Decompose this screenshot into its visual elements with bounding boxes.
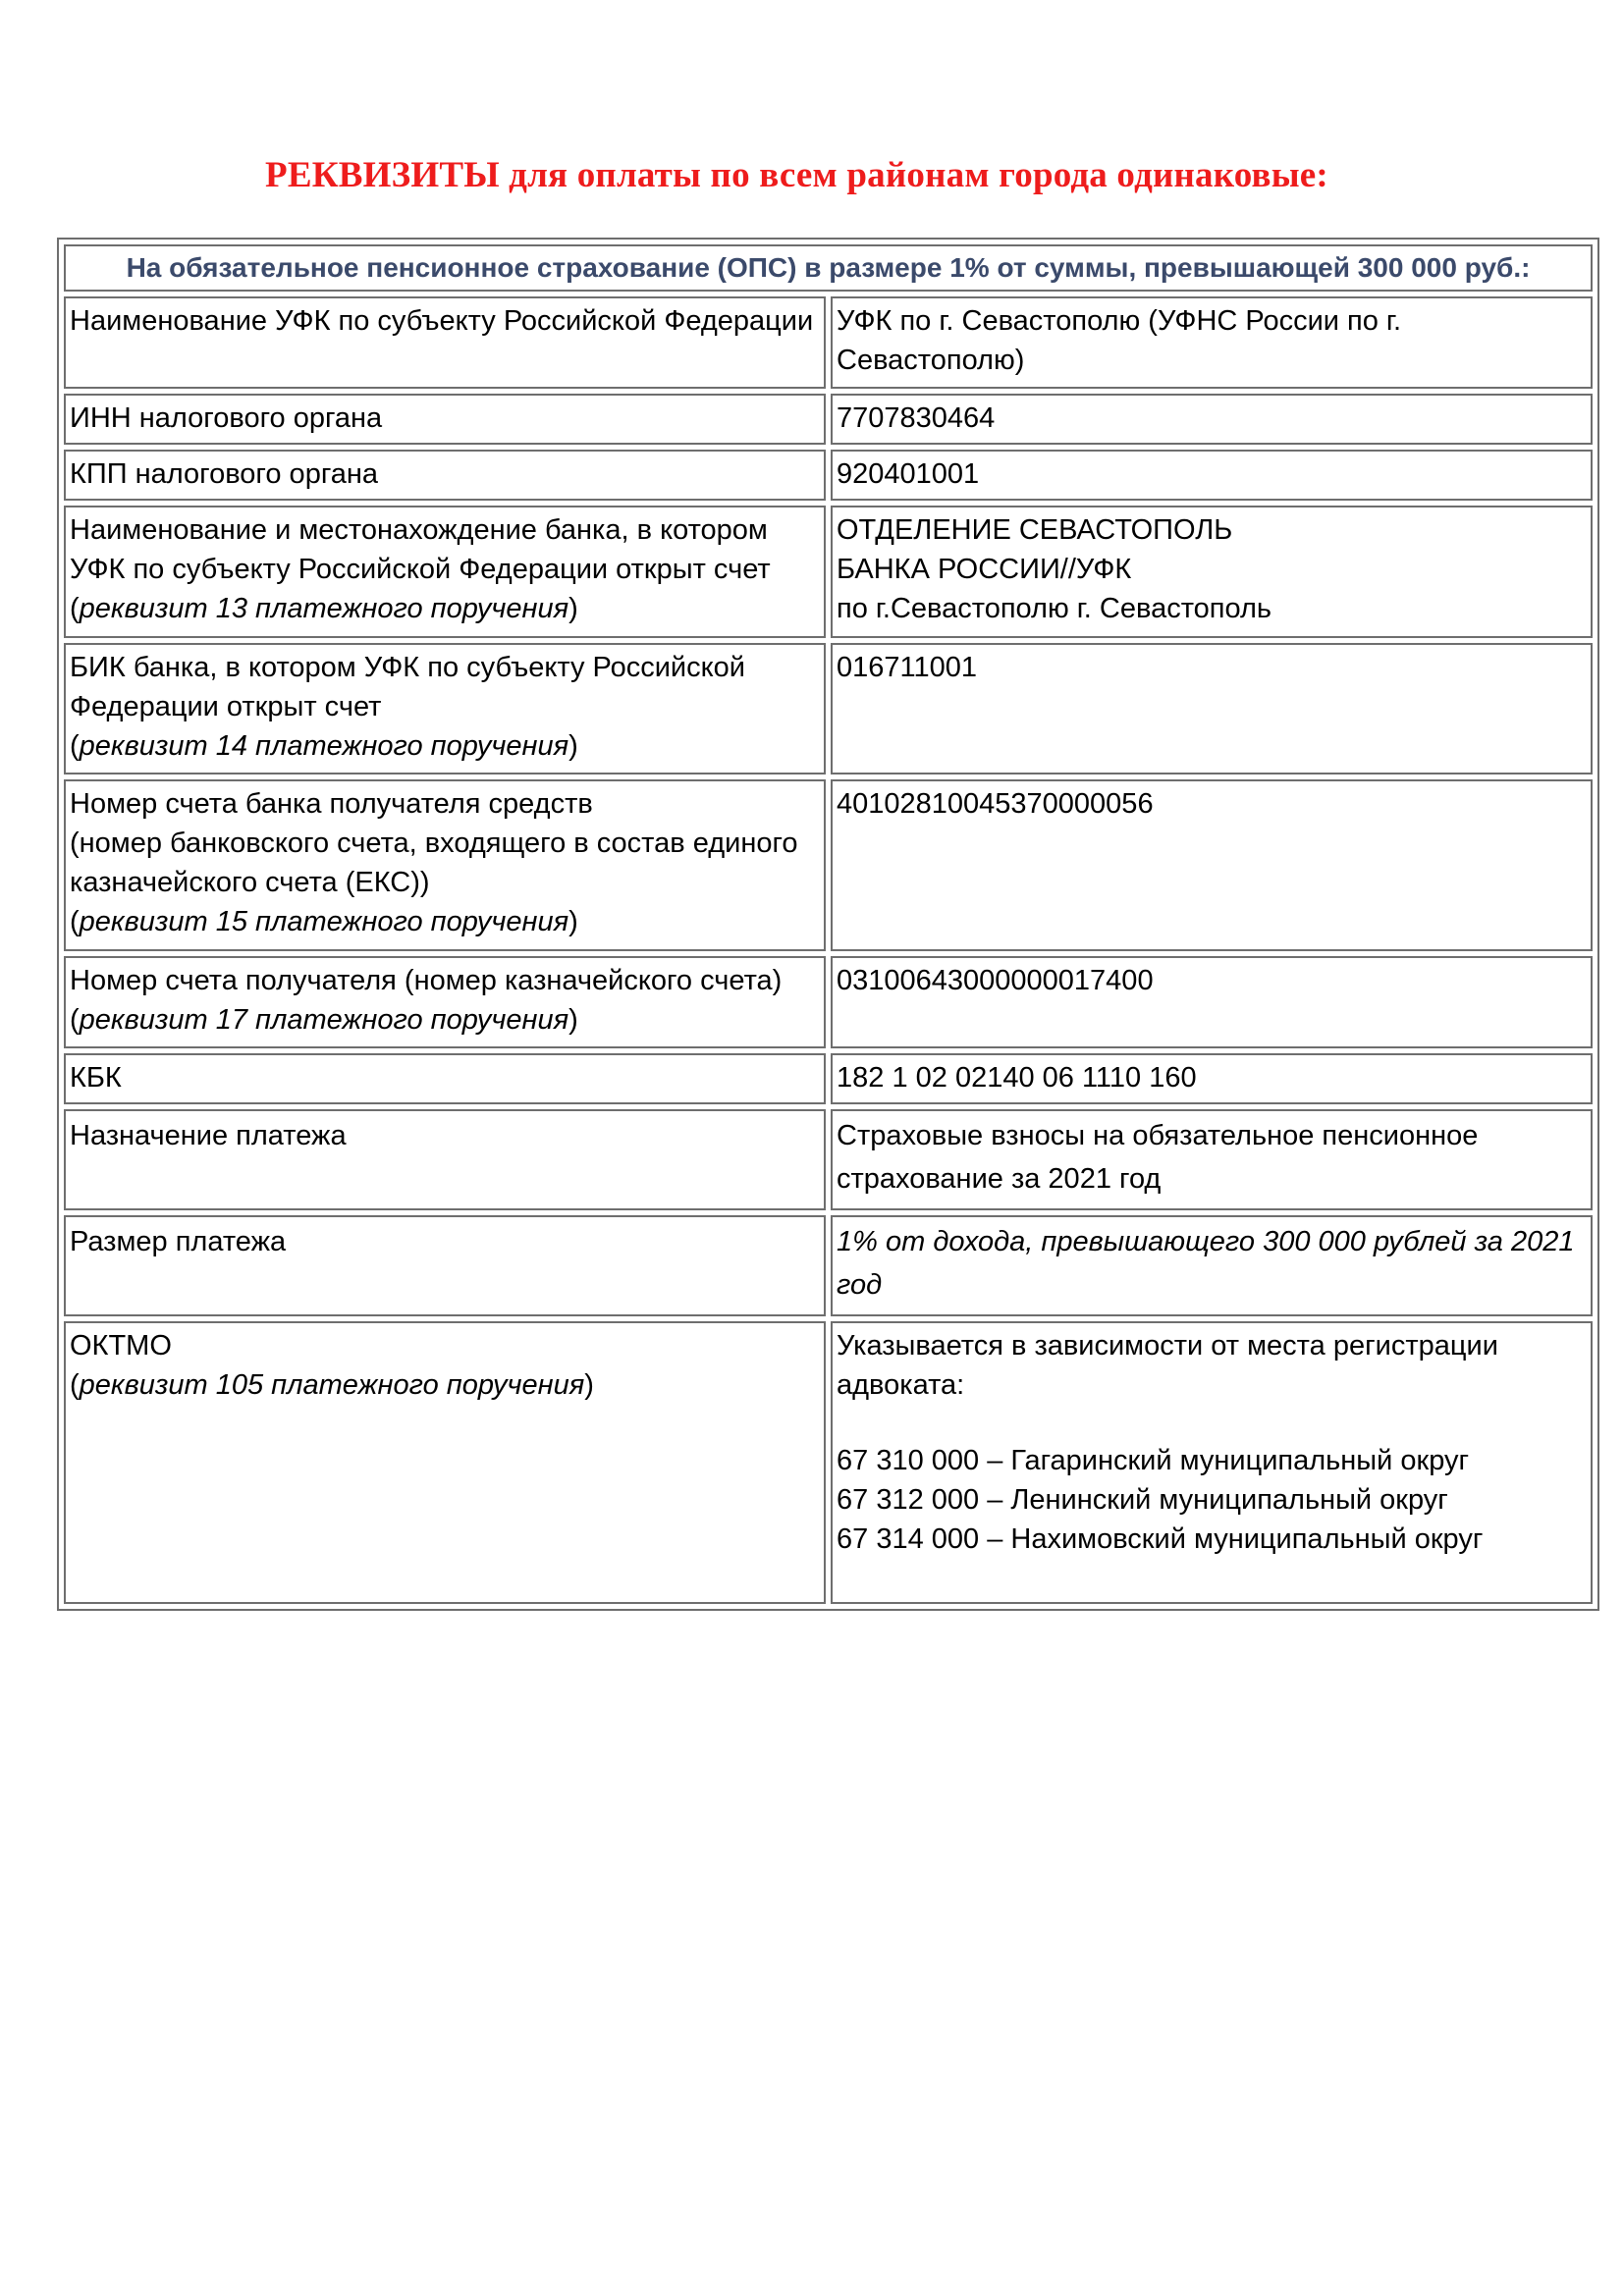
row-value-purpose: Страховые взносы на обязательное пенсионное страхование за 2021 год: [831, 1109, 1593, 1210]
bank-value-line: по г.Севастополю г. Севастополь: [837, 593, 1272, 624]
oktmo-district: 67 310 000 – Гагаринский муниципальный округ: [837, 1445, 1470, 1476]
row-label-purpose: Назначение платежа: [64, 1109, 826, 1210]
table-row: [64, 1109, 1593, 1210]
table-row: [64, 1215, 1593, 1316]
row-value-kbk: 182 1 02 02140 06 1110 160: [831, 1053, 1593, 1104]
oktmo-label-text: ОКТМО: [70, 1330, 172, 1362]
row-label-bank: [64, 506, 826, 638]
oktmo-note: (реквизит 105 платежного поручения): [70, 1369, 594, 1401]
table-row: [64, 506, 1593, 638]
recipient-account-note-text: реквизит 17 платежного поручения: [79, 1004, 569, 1036]
table-row: [64, 1321, 1593, 1604]
page-title: [0, 154, 1623, 196]
bank-value-line: ОТДЕЛЕНИЕ СЕВАСТОПОЛЬ: [837, 514, 1233, 546]
recipient-account-label-text: Номер счета получателя (номер казначейского счета): [70, 965, 783, 996]
account-note-text: реквизит 15 платежного поручения: [79, 906, 569, 937]
table-row: [64, 394, 1593, 445]
account-note: (реквизит 15 платежного поручения): [70, 906, 578, 937]
table-row: [64, 643, 1593, 774]
row-label-recipient-account: [64, 956, 826, 1048]
row-label-inn: ИНН налогового органа: [64, 394, 826, 445]
row-value-kpp: 920401001: [831, 450, 1593, 501]
title-rest: для оплаты по всем районам города одинаковые:: [499, 155, 1328, 195]
row-label-oktmo: [64, 1321, 826, 1604]
row-value-ufk: УФК по г. Севастополю (УФНС России по г. Севастополю): [831, 296, 1593, 389]
oktmo-note-text: реквизит 105 платежного поручения: [79, 1369, 585, 1401]
oktmo-district: 67 312 000 – Ленинский муниципальный округ: [837, 1484, 1448, 1516]
row-value-bik: 016711001: [831, 643, 1593, 774]
row-value-bank: [831, 506, 1593, 638]
row-value-account: 40102810045370000056: [831, 779, 1593, 951]
bank-note: (реквизит 13 платежного поручения): [70, 593, 578, 624]
row-value-amount: 1% от дохода, превышающего 300 000 рублей за 2021 год: [831, 1215, 1593, 1316]
row-value-recipient-account: 03100643000000017400: [831, 956, 1593, 1048]
row-label-bik: [64, 643, 826, 774]
account-label-sub: (номер банковского счета, входящего в состав единого казначейского счета (ЕКС)): [70, 828, 798, 898]
bik-note-text: реквизит 14 платежного поручения: [79, 730, 569, 762]
oktmo-spacer: [837, 1405, 1589, 1441]
row-label-account: [64, 779, 826, 951]
row-label-ufk: Наименование УФК по субъекту Российской Федерации: [64, 296, 826, 389]
row-label-amount: Размер платежа: [64, 1215, 826, 1316]
row-label-kpp: КПП налогового органа: [64, 450, 826, 501]
table-header-row: [64, 244, 1593, 292]
bik-note: (реквизит 14 платежного поручения): [70, 730, 578, 762]
bank-note-text: реквизит 13 платежного поручения: [79, 593, 569, 624]
table-row: [64, 779, 1593, 951]
table-header: На обязательное пенсионное страхование (ОПС) в размере 1% от суммы, превышающей 300 000 руб.:: [64, 244, 1593, 292]
recipient-account-note: (реквизит 17 платежного поручения): [70, 1004, 578, 1036]
account-label-text: Номер счета банка получателя средств: [70, 788, 593, 820]
bik-label-text: БИК банка, в котором УФК по субъекту Российской Федерации открыт счет: [70, 652, 745, 722]
table-row: [64, 956, 1593, 1048]
table-row: [64, 296, 1593, 389]
row-label-kbk: КБК: [64, 1053, 826, 1104]
requisites-table: [57, 238, 1599, 1611]
row-value-inn: 7707830464: [831, 394, 1593, 445]
row-value-oktmo: [831, 1321, 1593, 1604]
table-row: [64, 450, 1593, 501]
oktmo-intro: Указывается в зависимости от места регистрации адвоката:: [837, 1330, 1498, 1401]
oktmo-district: 67 314 000 – Нахимовский муниципальный округ: [837, 1523, 1484, 1555]
title-bold-part: РЕКВИЗИТЫ: [265, 155, 500, 195]
table-row: [64, 1053, 1593, 1104]
bank-value-line: БАНКА РОССИИ//УФК: [837, 554, 1132, 585]
bank-label-text: Наименование и местонахождение банка, в котором УФК по субъекту Российской Федерации открыт счет: [70, 514, 771, 585]
